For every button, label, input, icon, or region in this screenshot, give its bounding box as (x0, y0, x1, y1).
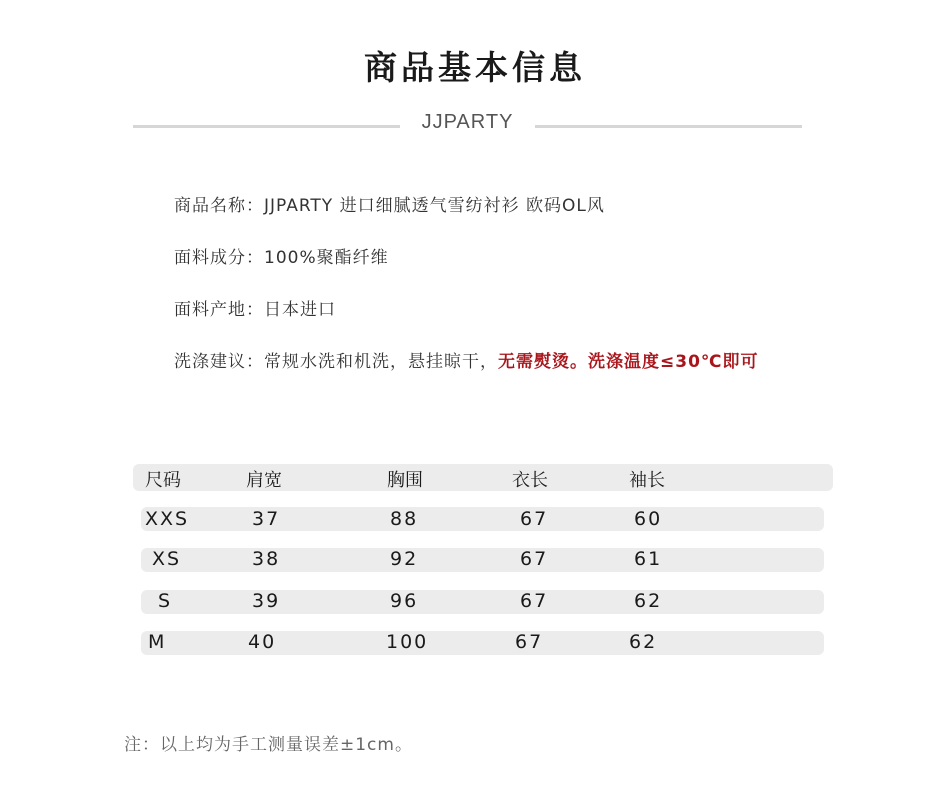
page-title: 商品基本信息 (364, 48, 586, 87)
table-header-row (133, 464, 833, 491)
table-row (141, 590, 824, 614)
header-sleeve: 袖长 (629, 470, 665, 491)
cell-sleeve: 62 (629, 631, 658, 653)
header-size: 尺码 (145, 470, 181, 491)
cell-chest: 96 (390, 590, 419, 612)
info-row-origin (174, 295, 336, 320)
cell-sleeve: 61 (634, 548, 663, 570)
table-row (141, 548, 824, 572)
cell-sleeve: 60 (634, 508, 663, 530)
cell-size: M (148, 631, 167, 653)
cell-size: S (158, 590, 173, 612)
care-highlight: 无需熨烫。洗涤温度≤30℃即可 (498, 352, 759, 372)
cell-sleeve: 62 (634, 590, 663, 612)
divider-right (535, 125, 802, 128)
cell-chest: 100 (386, 631, 429, 653)
cell-length: 67 (515, 631, 544, 653)
measurement-note: 注：以上均为手工测量误差±1cm。 (124, 735, 413, 755)
info-label: 洗涤建议： (174, 352, 264, 372)
cell-shoulder: 39 (252, 590, 281, 612)
cell-shoulder: 40 (248, 631, 277, 653)
cell-chest: 88 (390, 508, 419, 530)
cell-chest: 92 (390, 548, 419, 570)
divider-left (133, 125, 400, 128)
cell-length: 67 (520, 548, 549, 570)
cell-length: 67 (520, 590, 549, 612)
header-chest: 胸围 (387, 470, 423, 491)
cell-length: 67 (520, 508, 549, 530)
info-row-material (174, 243, 389, 268)
info-value: 日本进口 (264, 300, 336, 320)
info-label: 商品名称： (174, 196, 264, 216)
header-shoulder: 肩宽 (246, 470, 282, 491)
cell-shoulder: 38 (252, 548, 281, 570)
info-label: 面料产地： (174, 300, 264, 320)
info-label: 面料成分： (174, 248, 264, 268)
info-value: 100%聚酯纤维 (264, 248, 389, 268)
cell-size: XXS (145, 508, 190, 530)
cell-shoulder: 37 (252, 508, 281, 530)
info-value: JJPARTY 进口细腻透气雪纺衬衫 欧码OL风 (264, 196, 605, 216)
info-value: 常规水洗和机洗，悬挂晾干， (264, 352, 498, 372)
info-row-care (174, 347, 759, 372)
info-row-name (174, 191, 605, 216)
brand-name: JJPARTY (421, 111, 514, 133)
header-length: 衣长 (512, 470, 548, 491)
table-row (141, 507, 824, 531)
table-row (141, 631, 824, 655)
cell-size: XS (152, 548, 182, 570)
